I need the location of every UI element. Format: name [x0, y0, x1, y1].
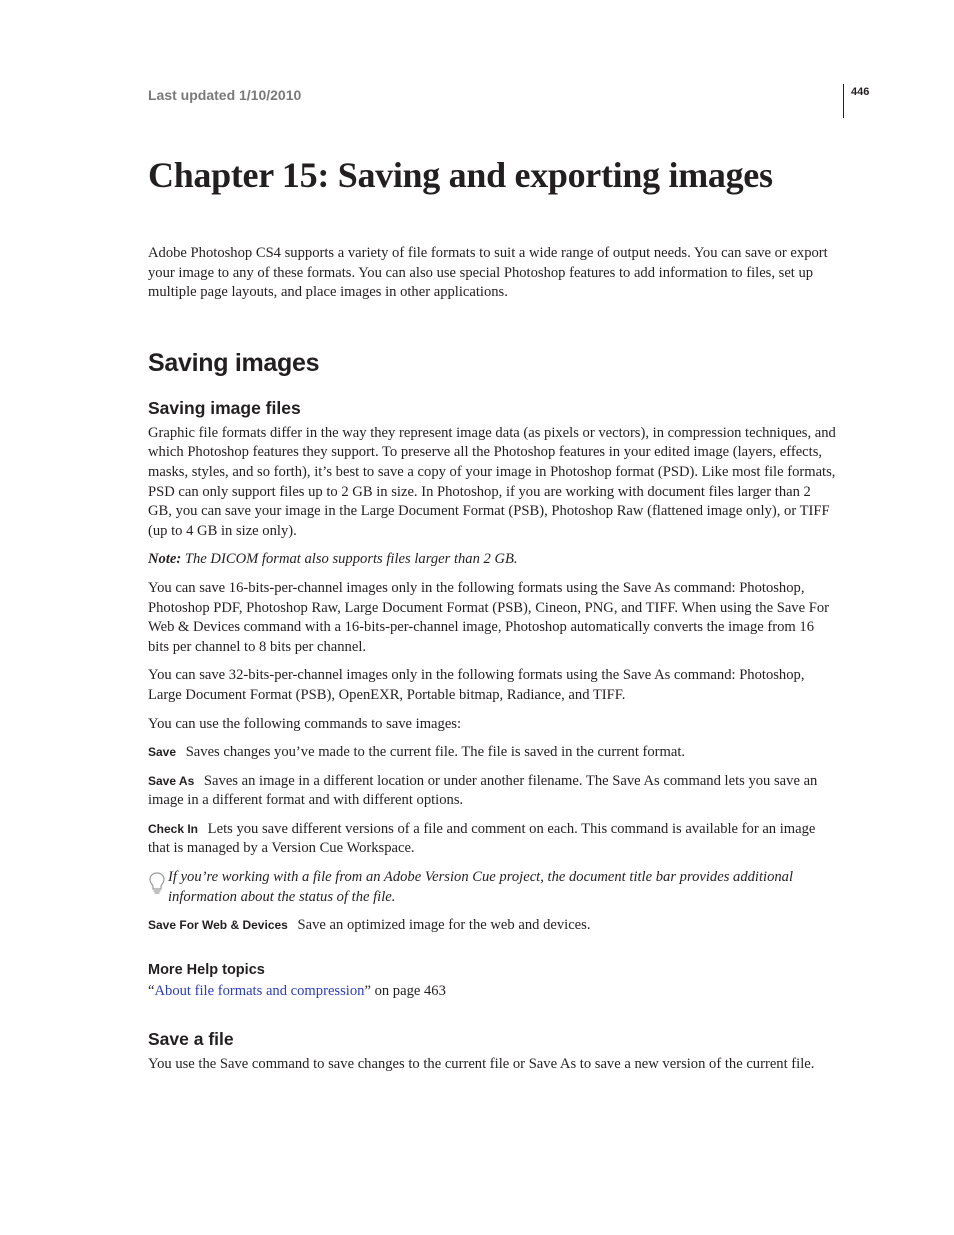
command-description: Saves an image in a different location or under another filename. The Save As command lets you save an image in a different format and with different options.	[148, 772, 818, 809]
command-entry-check-in	[148, 820, 838, 859]
note-paragraph	[148, 550, 838, 570]
page-number: 446	[851, 86, 870, 98]
body-paragraph: You use the Save command to save changes to the current file or Save As to save a new version of the current file.	[148, 1056, 815, 1073]
command-description: Lets you save different versions of a file and comment on each. This command is available for an image that is managed by a Version Cue Workspace.	[148, 820, 816, 857]
subsection-heading-save-a-file: Save a file	[148, 1029, 234, 1050]
section-heading: Saving images	[148, 348, 320, 377]
running-header: Last updated 1/10/2010	[148, 87, 302, 103]
command-description: Saves changes you’ve made to the current file. The file is saved in the current format.	[185, 744, 686, 761]
command-description: Save an optimized image for the web and devices.	[297, 917, 591, 934]
command-term: Save For Web & Devices	[148, 918, 288, 933]
body-paragraph: You can use the following commands to save images:	[148, 715, 462, 732]
command-entry-save-as	[148, 772, 838, 811]
body-paragraph: You can save 16-bits-per-channel images only in the following formats using the Save As command: Photoshop, Photoshop PDF, Photoshop Raw, Large Document Format (PSB), Cineon, PNG, and TIFF. When using the Save For Web & Devices command with a 16-bits-per-channel image, Photoshop automatically converts the image from 16 bits per channel to 8 bits per channel.	[148, 579, 830, 655]
command-term: Save	[148, 745, 177, 760]
note-label: Note:	[148, 551, 182, 568]
help-link-line	[148, 982, 838, 1002]
subsection-heading-saving-image-files: Saving image files	[148, 397, 301, 418]
lightbulb-icon	[148, 871, 166, 897]
body-paragraph: You can save 32-bits-per-channel images only in the following formats using the Save As command: Photoshop, Large Document Format (PSB), OpenEXR, Portable bitmap, Radiance, and TIFF.	[148, 667, 805, 703]
page-reference: ” on page 463	[364, 982, 446, 999]
more-help-heading: More Help topics	[148, 961, 265, 978]
page-content	[148, 150, 838, 1084]
chapter-title: Chapter 15: Saving and exporting images	[148, 155, 773, 195]
tip-text: If you’re working with a file from an Adobe Version Cue project, the document title bar provides additional information about the status of the file.	[168, 869, 794, 905]
body-paragraph: Graphic file formats differ in the way they represent image data (as pixels or vectors), in compression techniques, and which Photoshop features they support. To preserve all the Photoshop features in your edited image (layers, effects, masks, styles, and so forth), it’s best to save a copy of your image in Photoshop format (PSD). Like most file formats, PSD can only support files up to 2 GB in size. In Photoshop, if you are working with document files larger than 2 GB, you can save your image in the Large Document Format (PSB), Photoshop Raw (flattened image only), or TIFF (up to 4 GB in size only).	[148, 424, 836, 539]
command-term: Save As	[148, 773, 195, 788]
help-link[interactable]: About file formats and compression	[154, 982, 365, 999]
note-text: The DICOM format also supports files larger than 2 GB.	[184, 551, 518, 568]
open-quote: “	[148, 982, 155, 999]
command-entry-save	[148, 743, 838, 763]
intro-paragraph: Adobe Photoshop CS4 supports a variety of file formats to suit a wide range of output needs. You can save or export your image to any of these formats. You can also use special Photoshop features to add information to files, set up multiple page layouts, and place images in other applications.	[148, 245, 828, 301]
command-entry-save-for-web	[148, 916, 838, 936]
tip-paragraph	[148, 868, 838, 907]
header-divider	[843, 84, 844, 118]
command-term: Check In	[148, 821, 199, 836]
